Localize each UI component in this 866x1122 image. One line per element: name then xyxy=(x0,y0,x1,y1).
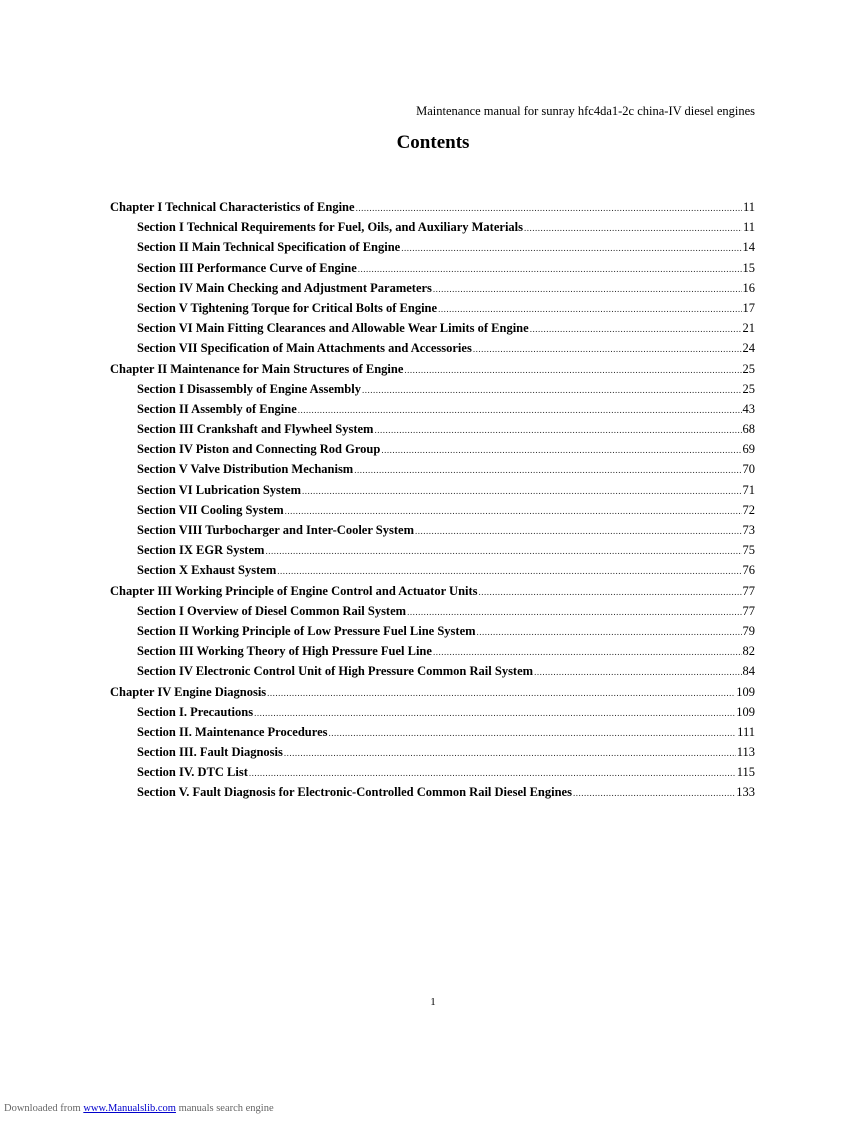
manualslib-link[interactable]: www.Manualslib.com xyxy=(83,1103,176,1114)
toc-entry-label: Section I Overview of Diesel Common Rail System xyxy=(137,603,407,618)
toc-section-entry[interactable] xyxy=(110,621,755,641)
toc-section-entry[interactable] xyxy=(110,379,755,399)
toc-entry-page-number: 21 xyxy=(742,321,755,336)
dot-leader xyxy=(479,582,742,602)
toc-section-entry[interactable] xyxy=(110,419,755,439)
toc-entry-page-number: 109 xyxy=(736,684,755,699)
toc-entry-page-number: 24 xyxy=(742,341,755,356)
toc-section-entry[interactable] xyxy=(110,338,755,358)
dot-leader xyxy=(433,279,742,299)
toc-chapter-entry[interactable] xyxy=(110,682,755,702)
toc-entry-page-number: 25 xyxy=(742,381,755,396)
dot-leader xyxy=(530,319,742,339)
toc-entry-page-number: 71 xyxy=(742,482,755,497)
dot-leader xyxy=(265,541,741,561)
toc-section-entry[interactable] xyxy=(110,702,755,722)
toc-chapter-entry[interactable] xyxy=(110,197,755,217)
toc-entry-page-number: 133 xyxy=(736,785,755,800)
toc-entry-label: Chapter I Technical Characteristics of Engine xyxy=(110,200,355,214)
toc-entry-page-number: 111 xyxy=(737,724,755,739)
toc-section-entry[interactable] xyxy=(110,520,755,540)
toc-entry-page-number: 43 xyxy=(742,401,755,416)
toc-section-entry[interactable] xyxy=(110,601,755,621)
dot-leader xyxy=(298,400,742,420)
toc-section-entry[interactable] xyxy=(110,258,755,278)
toc-entry-page-number: 79 xyxy=(742,623,755,638)
toc-section-entry[interactable] xyxy=(110,742,755,762)
toc-section-entry[interactable] xyxy=(110,399,755,419)
toc-entry-label: Section X Exhaust System xyxy=(137,563,277,578)
toc-section-entry[interactable] xyxy=(110,560,755,580)
dot-leader xyxy=(407,602,741,622)
dot-leader xyxy=(356,198,742,218)
toc-entry-label: Section I. Precautions xyxy=(137,704,254,719)
dot-leader xyxy=(438,299,741,319)
toc-entry-page-number: 11 xyxy=(742,200,755,214)
toc-entry-label: Section III. Fault Diagnosis xyxy=(137,745,283,760)
toc-entry-label: Section III Crankshaft and Flywheel System xyxy=(137,422,374,437)
toc-entry-label: Section II Main Technical Specification of Engine xyxy=(137,240,401,255)
dot-leader xyxy=(302,481,741,501)
toc-section-entry[interactable] xyxy=(110,762,755,782)
toc-entry-page-number: 115 xyxy=(736,765,755,780)
toc-section-entry[interactable] xyxy=(110,217,755,237)
toc-section-entry[interactable] xyxy=(110,722,755,742)
toc-entry-label: Chapter II Maintenance for Main Structures of Engine xyxy=(110,361,404,376)
toc-section-entry[interactable] xyxy=(110,782,755,802)
toc-entry-label: Section VII Cooling System xyxy=(137,502,284,517)
toc-entry-label: Chapter IV Engine Diagnosis xyxy=(110,684,267,699)
toc-entry-label: Section IV Main Checking and Adjustment Parameters xyxy=(137,280,432,295)
toc-entry-page-number: 72 xyxy=(742,502,755,517)
toc-entry-page-number: 77 xyxy=(742,603,755,618)
toc-entry-label: Section II Working Principle of Low Pressure Fuel Line System xyxy=(137,623,476,638)
page-title: Contents xyxy=(396,132,470,153)
toc-entry-label: Section VII Specification of Main Attachments and Accessories xyxy=(137,341,472,356)
dot-leader xyxy=(254,703,735,723)
dot-leader xyxy=(249,763,736,783)
toc-entry-label: Section V Valve Distribution Mechanism xyxy=(137,462,354,477)
toc-entry-page-number: 84 xyxy=(742,664,755,679)
dot-leader xyxy=(329,723,737,743)
dot-leader xyxy=(473,339,742,359)
toc-entry-label: Section IV. DTC List xyxy=(137,765,248,780)
dot-leader xyxy=(404,360,741,380)
toc-entry-label: Section I Technical Requirements for Fuel, Oils, and Auxiliary Materials xyxy=(137,220,523,235)
toc-entry-label: Section II Assembly of Engine xyxy=(137,401,297,416)
toc-section-entry[interactable] xyxy=(110,540,755,560)
dot-leader xyxy=(374,420,741,440)
toc-chapter-entry[interactable] xyxy=(110,359,755,379)
toc-entry-page-number: 68 xyxy=(742,422,755,437)
dot-leader xyxy=(381,440,741,460)
toc-entry-page-number: 77 xyxy=(742,583,755,598)
toc-entry-label: Section IV Piston and Connecting Rod Group xyxy=(137,442,381,457)
toc-section-entry[interactable] xyxy=(110,459,755,479)
toc-section-entry[interactable] xyxy=(110,237,755,257)
page-number: 1 xyxy=(430,996,436,1008)
toc-entry-label: Section IX EGR System xyxy=(137,543,265,558)
toc-entry-page-number: 75 xyxy=(742,543,755,558)
toc-entry-page-number: 17 xyxy=(742,300,755,315)
dot-leader xyxy=(277,561,741,581)
dot-leader xyxy=(573,783,735,803)
toc-entry-label: Section III Performance Curve of Engine xyxy=(137,260,357,275)
dot-leader xyxy=(524,218,742,238)
page-header: Maintenance manual for sunray hfc4da1-2c china-IV diesel engines xyxy=(416,104,755,118)
toc-entry-label: Section V. Fault Diagnosis for Electronic-Controlled Common Rail Diesel Engines xyxy=(137,785,572,800)
dot-leader xyxy=(362,380,742,400)
toc-entry-page-number: 69 xyxy=(742,442,755,457)
dot-leader xyxy=(267,683,735,703)
toc-section-entry[interactable] xyxy=(110,439,755,459)
toc-entry-page-number: 113 xyxy=(736,745,755,760)
toc-entry-label: Chapter III Working Principle of Engine Control and Actuator Units xyxy=(110,583,478,598)
toc-entry-page-number: 11 xyxy=(742,220,755,235)
dot-leader xyxy=(534,662,741,682)
toc-entry-page-number: 76 xyxy=(742,563,755,578)
toc-section-entry[interactable] xyxy=(110,318,755,338)
table-of-contents xyxy=(110,197,755,803)
dot-leader xyxy=(433,642,742,662)
toc-entry-label: Section VI Lubrication System xyxy=(137,482,302,497)
toc-entry-page-number: 82 xyxy=(742,644,755,659)
download-footer xyxy=(4,1103,274,1114)
toc-section-entry[interactable] xyxy=(110,641,755,661)
toc-entry-page-number: 14 xyxy=(742,240,755,255)
dot-leader xyxy=(285,501,742,521)
toc-entry-label: Section VIII Turbocharger and Inter-Cooler System xyxy=(137,523,414,537)
toc-entry-page-number: 15 xyxy=(742,260,755,275)
footer-prefix: Downloaded from xyxy=(4,1103,81,1114)
toc-entry-label: Section IV Electronic Control Unit of High Pressure Common Rail System xyxy=(137,664,534,679)
dot-leader xyxy=(354,460,741,480)
toc-entry-page-number: 70 xyxy=(742,462,755,477)
toc-entry-page-number: 109 xyxy=(736,704,755,719)
toc-section-entry[interactable] xyxy=(110,278,755,298)
toc-entry-label: Section VI Main Fitting Clearances and Allowable Wear Limits of Engine xyxy=(137,321,529,336)
toc-entry-label: Section V Tightening Torque for Critical Bolts of Engine xyxy=(137,300,438,315)
toc-entry-label: Section III Working Theory of High Pressure Fuel Line xyxy=(137,644,432,659)
dot-leader xyxy=(358,259,742,279)
toc-entry-page-number: 16 xyxy=(742,280,755,295)
toc-chapter-entry[interactable] xyxy=(110,581,755,601)
dot-leader xyxy=(415,521,742,541)
toc-section-entry[interactable] xyxy=(110,500,755,520)
toc-entry-label: Section I Disassembly of Engine Assembly xyxy=(137,381,361,396)
toc-entry-page-number: 25 xyxy=(742,361,755,376)
toc-section-entry[interactable] xyxy=(110,298,755,318)
toc-entry-label: Section II. Maintenance Procedures xyxy=(137,724,328,739)
dot-leader xyxy=(401,238,741,258)
toc-section-entry[interactable] xyxy=(110,480,755,500)
dot-leader xyxy=(477,622,742,642)
footer-suffix: manuals search engine xyxy=(178,1103,274,1114)
toc-entry-page-number: 73 xyxy=(742,523,755,537)
toc-section-entry[interactable] xyxy=(110,661,755,681)
dot-leader xyxy=(284,743,736,763)
